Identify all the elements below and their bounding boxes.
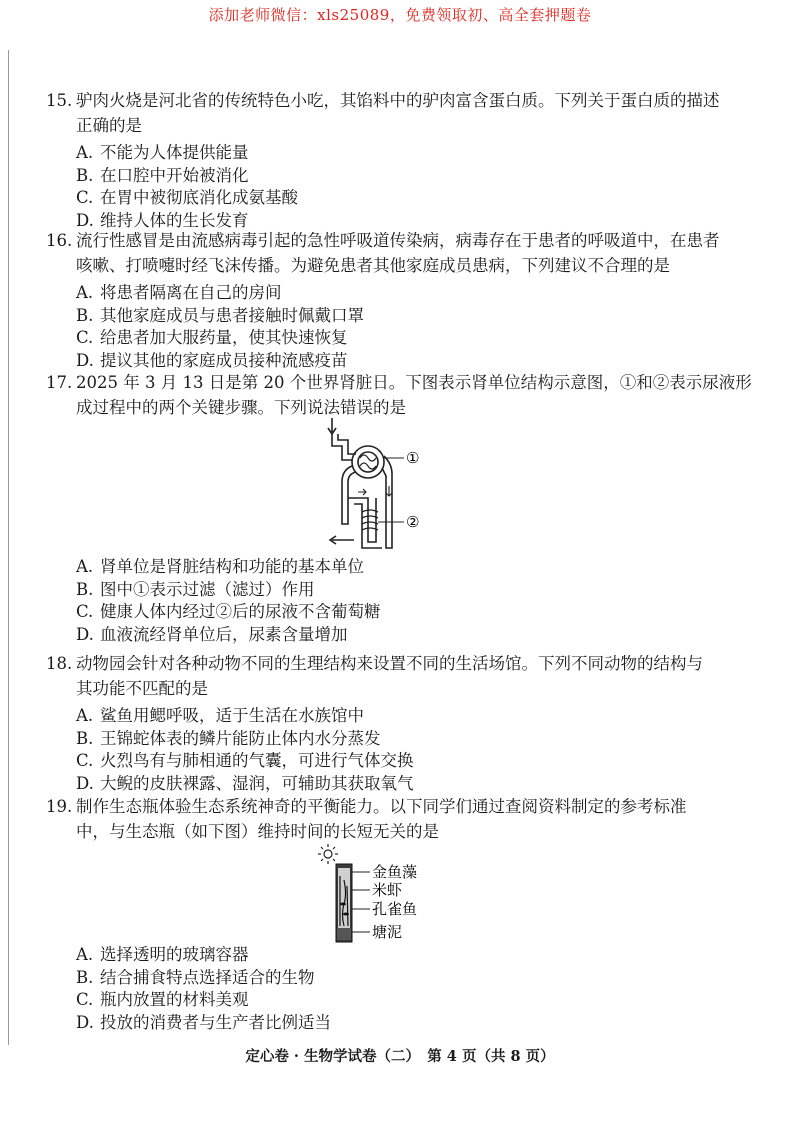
question-18: [46, 651, 766, 795]
question-17-options: [46, 556, 766, 646]
question-number: 15.: [46, 91, 73, 110]
question-stem: 18. 动物园会针对各种动物不同的生理结构来设置不同的生活场馆。下列不同动物的结构与 其功能不匹配的是: [46, 651, 766, 701]
option-d: D. 投放的消费者与生产者比例适当: [76, 1012, 331, 1032]
question-19: [46, 794, 766, 844]
option-a: A. 肾单位是肾脏结构和功能的基本单位: [76, 557, 364, 576]
option-c: C. 健康人体内经过②后的尿液不含葡萄糖: [76, 602, 381, 621]
label-shrimp: 米虾: [372, 881, 403, 899]
label-guppy: 孔雀鱼: [372, 900, 418, 918]
question-stem: 15. 驴肉火烧是河北省的传统特色小吃，其馅料中的驴肉富含蛋白质。下列关于蛋白质的描述 正确的是: [46, 88, 766, 138]
question-16: [46, 228, 766, 372]
label-hornwort: 金鱼藻: [372, 863, 418, 881]
label-1: ①: [406, 449, 420, 467]
question-19-options: [46, 944, 766, 1034]
option-c: C. 在胃中被彻底消化成氨基酸: [76, 188, 298, 207]
option-a: A. 选择透明的玻璃容器: [76, 945, 249, 964]
option-c: C. 给患者加大服药量，使其快速恢复: [76, 328, 348, 347]
question-15: [46, 88, 766, 232]
question-number: 17.: [46, 373, 73, 392]
option-d: D. 血液流经肾单位后，尿素含量增加: [76, 624, 348, 644]
option-d: D. 大鲵的皮肤裸露、湿润，可辅助其获取氧气: [76, 773, 414, 793]
question-number: 16.: [46, 231, 73, 250]
question-stem: 16. 流行性感冒是由流感病毒引起的急性呼吸道传染病，病毒存在于患者的呼吸道中，在患者 咳嗽、打喷嚏时经飞沫传播。为避免患者其他家庭成员患病，下列建议不合理的是: [46, 228, 766, 278]
option-c: C. 火烈鸟有与肺相通的气囊，可进行气体交换: [76, 751, 414, 770]
question-stem: 19. 制作生态瓶体验生态系统神奇的平衡能力。以下同学们通过查阅资料制定的参考标准 中，与生态瓶（如下图）维持时间的长短无关的是: [46, 794, 766, 844]
option-b: B. 结合捕食特点选择适合的生物: [76, 967, 315, 987]
option-c: C. 瓶内放置的材料美观: [76, 990, 249, 1009]
option-a: A. 不能为人体提供能量: [76, 143, 249, 162]
question-number: 19.: [46, 797, 73, 816]
label-2: ②: [406, 513, 420, 531]
ecobottle-diagram: [316, 842, 466, 946]
option-b: B. 其他家庭成员与患者接触时佩戴口罩: [76, 305, 364, 325]
option-a: A. 鲨鱼用鳃呼吸，适于生活在水族馆中: [76, 706, 364, 725]
option-d: D. 维持人体的生长发育: [76, 210, 249, 230]
margin-line: [8, 50, 9, 1045]
label-pond-mud: 塘泥: [372, 923, 403, 941]
option-b: B. 图中①表示过滤（滤过）作用: [76, 579, 315, 599]
page-footer: 定心卷 · 生物学试卷（二） 第 4 页（共 8 页）: [245, 1048, 555, 1065]
sun-icon: [318, 844, 338, 864]
watermark-banner: 添加老师微信：xls25089，免费领取初、高全套押题卷: [208, 6, 592, 24]
option-b: B. 王锦蛇体表的鳞片能防止体内水分蒸发: [76, 728, 381, 748]
nephron-diagram: [318, 416, 438, 556]
option-d: D. 提议其他的家庭成员接种流感疫苗: [76, 350, 348, 370]
question-number: 18.: [46, 654, 73, 673]
question-stem: 17. 2025 年 3 月 13 日是第 20 个世界肾脏日。下图表示肾单位结构示意图，①和②表示尿液形 成过程中的两个关键步骤。下列说法错误的是: [46, 370, 766, 420]
option-a: A. 将患者隔离在自己的房间: [76, 283, 282, 302]
option-b: B. 在口腔中开始被消化: [76, 165, 249, 185]
question-17: [46, 370, 766, 420]
